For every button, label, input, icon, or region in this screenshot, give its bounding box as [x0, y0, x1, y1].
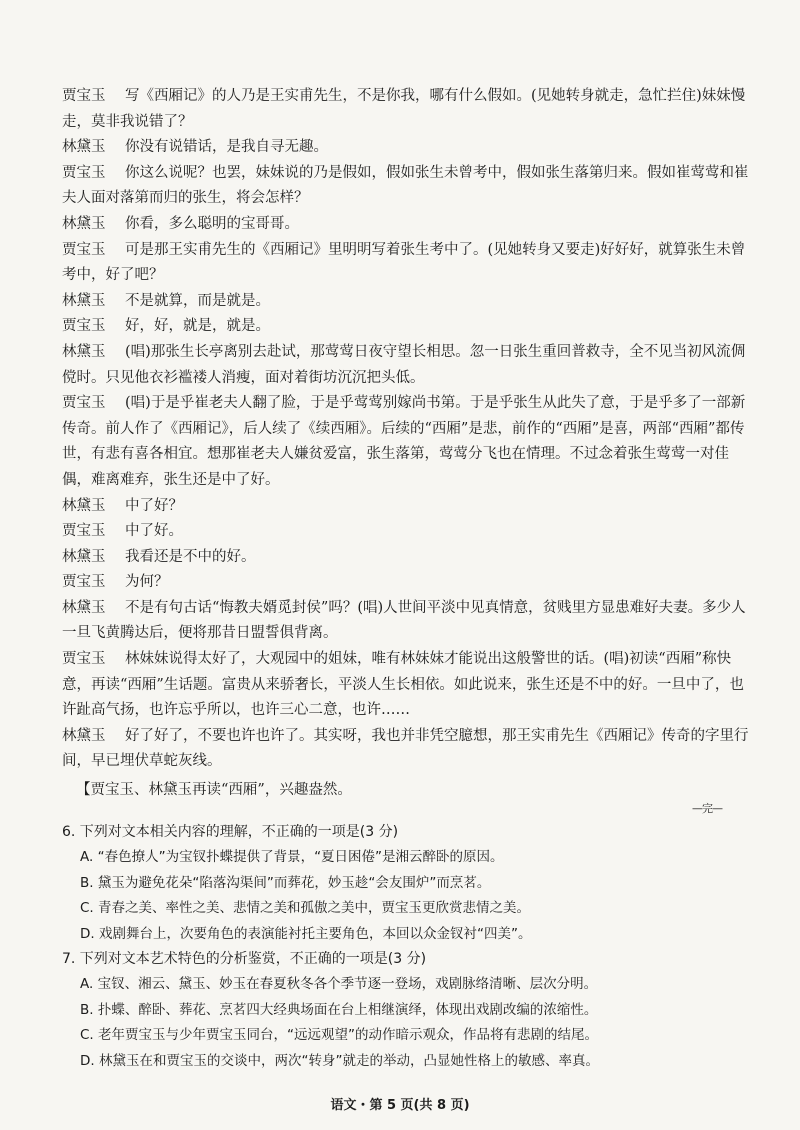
speaker-name: 贾宝玉 [62, 395, 106, 412]
speaker-name: 贾宝玉 [62, 523, 106, 540]
dialogue-text: 中了好。 [125, 523, 183, 540]
dialogue-text: (唱)那张生长亭离别去赴试，那莺莺日夜守望长相思。忽一日张生重回普救寺，全不见当初风流倜傥时。只见他衣衫褴褛人消瘦，面对着街坊沉沉把头低。 [62, 343, 746, 386]
question-stem: 7. 下列对文本艺术特色的分析鉴赏，不正确的一项是(3 分) [62, 951, 427, 967]
speaker-name: 林黛玉 [62, 727, 106, 744]
speaker-name: 林黛玉 [62, 599, 106, 616]
dialogue-line [62, 519, 752, 545]
questions-section [62, 820, 752, 1074]
speaker-name: 贾宝玉 [62, 651, 106, 668]
dialogue-text: 为何？ [125, 574, 169, 591]
dialogue-text: 你这么说呢？也罢，妹妹说的乃是假如，假如张生未曾考中，假如张生落第归来。假如崔莺莺和崔夫人面对落第而归的张生，将会怎样？ [62, 164, 749, 207]
dialogue-text: 可是那王实甫先生的《西厢记》里明明写着张生考中了。(见她转身又要走)好好好，就算张生未曾考中，好了吧？ [62, 241, 746, 284]
dialogue-text: 林妹妹说得太好了，大观园中的姐妹，唯有林妹妹才能说出这般警世的话。(唱)初读“西厢”称快意，再读“西厢”生话题。富贵从来骄奢长，平淡人生长相依。如此说来，张生还是不中的好。一旦中了，也许趾高气扬，也许忘乎所以，也许三心二意，也许…… [62, 651, 744, 719]
speaker-name: 林黛玉 [62, 139, 106, 156]
dialogue-line [62, 647, 752, 724]
dialogue-line [62, 570, 752, 596]
stage-direction: 【贾宝玉、林黛玉再读“西厢”，兴趣盎然。 [76, 782, 352, 799]
dialogue-line [62, 545, 752, 571]
dialogue-line [62, 314, 752, 340]
dialogue-text: 你看，多么聪明的宝哥哥。 [125, 215, 299, 232]
dialogue-line [62, 238, 752, 289]
play-dialogue [62, 84, 752, 803]
dialogue-line [62, 724, 752, 775]
speaker-name: 林黛玉 [62, 215, 106, 232]
dialogue-text: 中了好？ [125, 497, 183, 514]
speaker-name: 林黛玉 [62, 548, 106, 565]
dialogue-text: 写《西厢记》的人乃是王实甫先生，不是你我，哪有什么假如。(见她转身就走，急忙拦住)妹妹慢走，莫非我说错了？ [62, 88, 746, 130]
dialogue-line [62, 135, 752, 161]
end-mark: —完— [692, 802, 722, 815]
dialogue-text: 不是有句古话“悔教夫婿觅封侯”吗？(唱)人世间平淡中见真情意，贫贱里方显患难好夫妻。多少人一旦飞黄腾达后，便将那昔日盟誓俱背离。 [62, 599, 746, 642]
dialogue-text: 不是就算，而是就是。 [125, 292, 270, 309]
question-option: B. 黛玉为避免花朵“陷落沟渠间”而葬花，妙玉趁“会友围炉”而烹茗。 [80, 874, 491, 891]
dialogue-line [62, 391, 752, 493]
dialogue-text: 我看还是不中的好。 [125, 548, 256, 565]
question-option: C. 老年贾宝玉与少年贾宝玉同台，“远远观望”的动作暗示观众，作品将有悲剧的结尾。 [80, 1027, 598, 1043]
question-option: B. 扑蝶、醉卧、葬花、烹茗四大经典场面在台上相继演绎，体现出戏剧改编的浓缩性。 [80, 1001, 598, 1018]
dialogue-text: (唱)于是乎崔老夫人翻了脸，于是乎莺莺别嫁尚书第。于是乎张生从此失了意，于是乎多了一部新传奇。前人作了《西厢记》，后人续了《续西厢》。后续的“西厢”是悲，前作的“西厢”是喜，两部“西厢”都传世，有悲有喜各相宜。想那崔老夫人嫌贫爱富，张生落第，莺莺分飞也在情理。不过念着张生莺莺一对佳偶，难离难弃，张生还是中了好。 [62, 395, 746, 488]
page-footer: 语文・第 5 页(共 8 页) [330, 1098, 470, 1113]
question-stem: 6. 下列对文本相关内容的理解，不正确的一项是(3 分) [62, 824, 399, 840]
dialogue-line [62, 161, 752, 212]
dialogue-line [62, 596, 752, 647]
dialogue-line [62, 212, 752, 238]
question-option: D. 林黛玉在和贾宝玉的交谈中，两次“转身”就走的举动，凸显她性格上的敏感、率真。 [80, 1052, 599, 1069]
question-option: A. 宝钗、湘云、黛玉、妙玉在春夏秋冬各个季节逐一登场，戏剧脉络清晰、层次分明。 [80, 976, 598, 992]
dialogue-text: 你没有说错话，是我自寻无趣。 [125, 139, 328, 156]
dialogue-text: 好了好了，不要也许也许了。其实呀，我也并非凭空臆想，那王实甫先生《西厢记》传奇的字里行间，早已埋伏草蛇灰线。 [62, 727, 749, 770]
dialogue-line [62, 289, 752, 315]
speaker-name: 贾宝玉 [62, 241, 106, 258]
speaker-name: 贾宝玉 [62, 574, 106, 591]
speaker-name: 林黛玉 [62, 497, 106, 514]
dialogue-line [62, 84, 752, 135]
speaker-name: 贾宝玉 [62, 88, 106, 104]
dialogue-line [62, 340, 752, 391]
speaker-name: 贾宝玉 [62, 318, 106, 335]
dialogue-line [62, 494, 752, 520]
speaker-name: 林黛玉 [62, 292, 106, 309]
speaker-name: 林黛玉 [62, 343, 106, 360]
question-option: C. 青春之美、率性之美、悲情之美和孤傲之美中，贾宝玉更欣赏悲情之美。 [80, 900, 531, 916]
question-option: D. 戏剧舞台上，次要角色的表演能衬托主要角色，本回以众金钗衬“四美”。 [80, 925, 532, 942]
question-option: A. “春色撩人”为宝钗扑蝶提供了背景，“夏日困倦”是湘云醉卧的原因。 [80, 849, 504, 865]
dialogue-text: 好，好，就是，就是。 [125, 318, 270, 335]
speaker-name: 贾宝玉 [62, 164, 106, 181]
